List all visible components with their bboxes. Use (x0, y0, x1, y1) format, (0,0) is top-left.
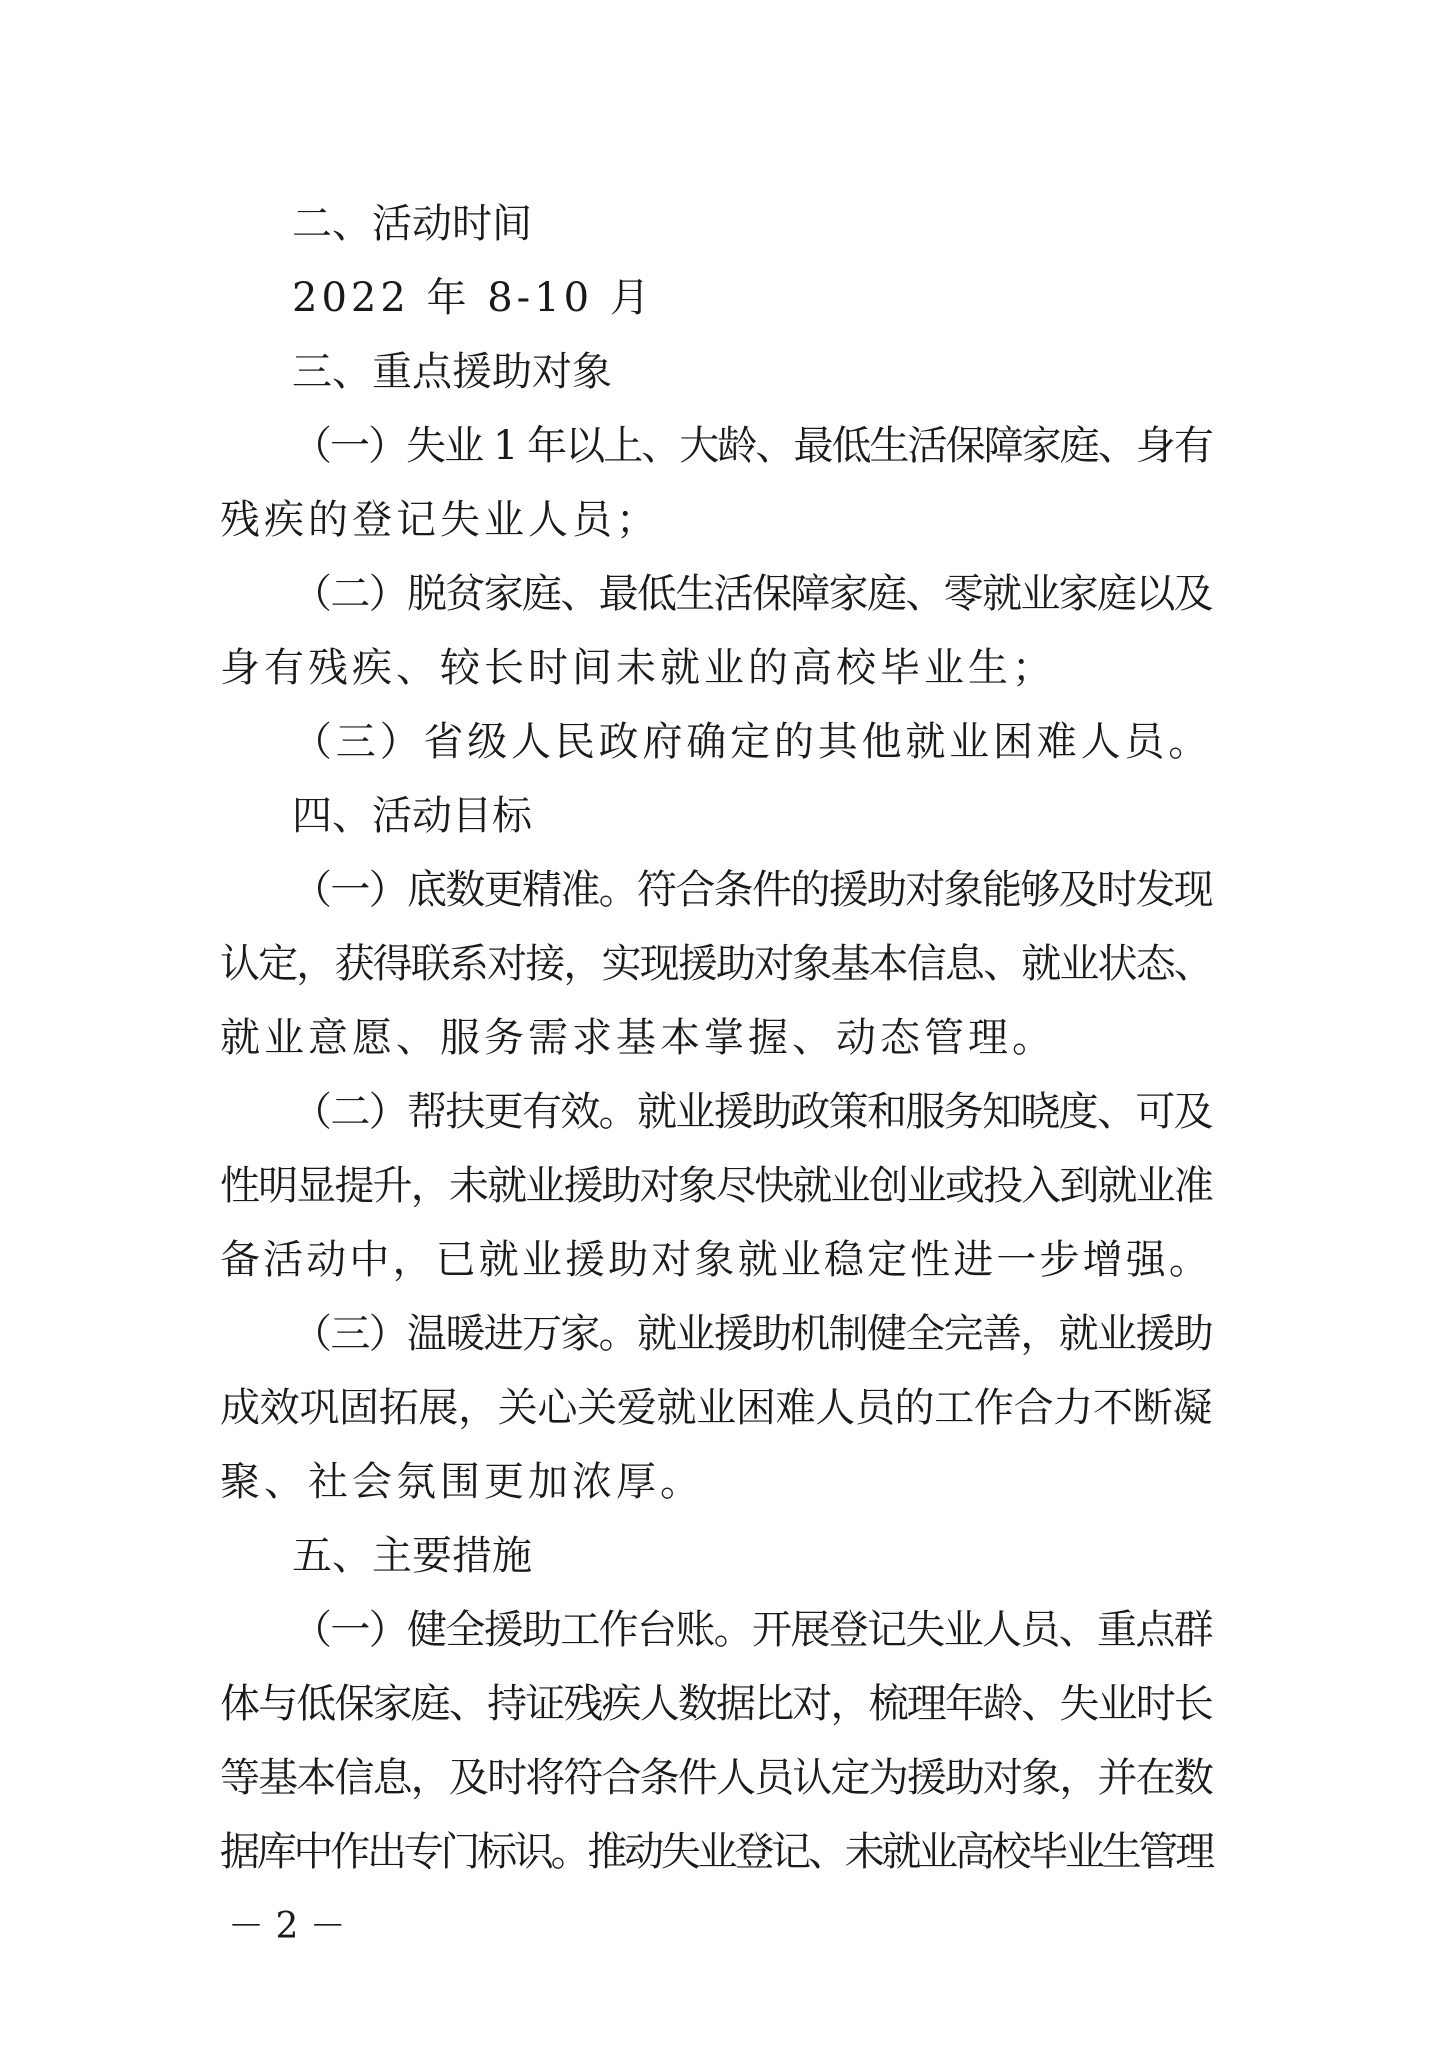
paragraph-line: 就业意愿、服务需求基本掌握、动态管理。 (220, 1015, 1056, 1061)
paragraph-line: （一）底数更精准。符合条件的援助对象能够及时发现 (292, 867, 1212, 913)
paragraph-line: 据库中作出专门标识。推动失业登记、未就业高校毕业生管理 (220, 1829, 1212, 1875)
page-number: － 2 － (228, 1906, 346, 1947)
paragraph-line: 备活动中，已就业援助对象就业稳定性进一步增强。 (220, 1237, 1212, 1283)
paragraph-line: 身有残疾、较长时间未就业的高校毕业生； (220, 645, 1056, 691)
paragraph-line: 残疾的登记失业人员； (220, 497, 660, 543)
paragraph-line: （二）帮扶更有效。就业援助政策和服务知晓度、可及 (292, 1089, 1212, 1135)
paragraph-line: 成效巩固拓展，关心关爱就业困难人员的工作合力不断凝 (220, 1385, 1212, 1431)
paragraph-line: 认定，获得联系对接，实现援助对象基本信息、就业状态、 (220, 941, 1212, 987)
section-heading-2: 二、活动时间 (292, 201, 532, 247)
paragraph-line: （一）失业 1 年以上、大龄、最低生活保障家庭、身有 (292, 423, 1212, 469)
paragraph-line: （三）省级人民政府确定的其他就业困难人员。 (292, 719, 1212, 765)
paragraph-line: （一）健全援助工作台账。开展登记失业人员、重点群 (292, 1607, 1212, 1653)
paragraph-line: 性明显提升，未就业援助对象尽快就业创业或投入到就业准 (220, 1163, 1212, 1209)
paragraph-line: 聚、社会氛围更加浓厚。 (220, 1459, 704, 1505)
section-heading-5: 五、主要措施 (292, 1533, 532, 1579)
paragraph-line: （二）脱贫家庭、最低生活保障家庭、零就业家庭以及 (292, 571, 1212, 617)
section-heading-4: 四、活动目标 (292, 793, 532, 839)
paragraph-line: 等基本信息，及时将符合条件人员认定为援助对象，并在数 (220, 1755, 1212, 1801)
paragraph-line: （三）温暖进万家。就业援助机制健全完善，就业援助 (292, 1311, 1212, 1357)
activity-date: 2022 年 8-10 月 (292, 275, 654, 321)
paragraph-line: 体与低保家庭、持证残疾人数据比对，梳理年龄、失业时长 (220, 1681, 1212, 1727)
section-heading-3: 三、重点援助对象 (292, 349, 612, 395)
